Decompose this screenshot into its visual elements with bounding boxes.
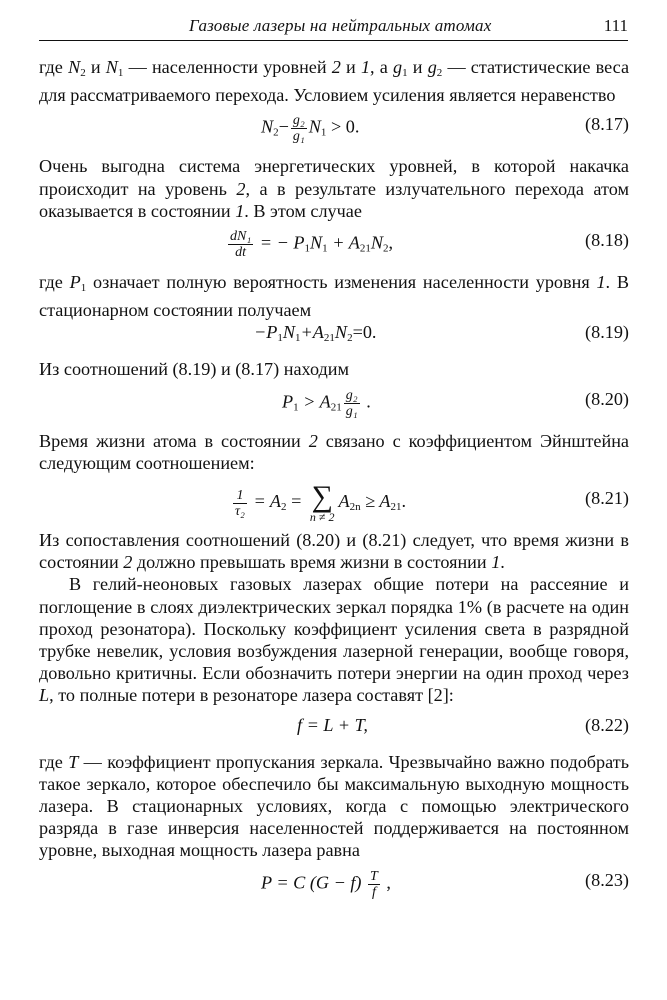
- paragraph-find: Из соотношений (8.19) и (8.17) находим: [39, 359, 350, 380]
- paragraph-probability: где $P_1$ означает полную вероятность изменения населенности уровня 1. В стационарном состоянии получаем: [39, 272, 629, 321]
- paragraph-helium-neon: В гелий-неоновых газовых лазерах общие потери на рассеяние и поглощение в слоях диэлектрических зеркал порядка 1% (в расчете на один проход резонатора). Поскольку коэффициент усиления света в разрядной трубке невелик, условия возбуждения лазерной генерации, вообще говоря, довольно критичны. Если обозначить потери энергии на один проход через L, то полные потери в резонаторе лазера составят [2]:: [39, 574, 629, 706]
- equation-8-18: [39, 229, 629, 259]
- page-number: 111: [603, 16, 628, 35]
- summation-sign: ∑: [311, 480, 333, 514]
- equation-8-21: [39, 481, 629, 529]
- equation-8-21-expression: $\frac{1}{\text{τ₂}}$ = $A_2$ = ∑ n ≠ 2 $A_{2n} \ge A_{21}$.: [235, 480, 407, 525]
- running-header: [39, 16, 628, 41]
- paragraph-lifetime: Время жизни атома в состоянии 2 связано с коэффициентом Эйнштейна следующим соотношением:: [39, 430, 629, 473]
- equation-8-19-number: (8.19): [585, 322, 629, 343]
- equation-8-22-number: (8.22): [585, 714, 629, 735]
- equation-8-22-expression: f = L + T,: [297, 714, 368, 735]
- equation-8-19: [39, 321, 629, 351]
- equation-8-23-number: (8.23): [585, 869, 629, 890]
- equation-8-21-number: (8.21): [585, 488, 629, 509]
- paragraph-mirror: где T — коэффициент пропускания зеркала. Чрезвычайно важно подобрать такое зеркало, которое обеспечило бы максимальную выходную мощность лазера. В стационарных условиях, когда с помощью электрического разряда в газе инверсия населенностей поддерживается на постоянном уровне, выходная мощность лазера равна: [39, 751, 629, 861]
- equation-8-17-number: (8.17): [585, 114, 629, 135]
- equation-8-20: [39, 388, 629, 418]
- equation-8-18-number: (8.18): [585, 230, 629, 251]
- equation-8-19-expression: $-P_1N_1+A_{21}N_2=0$.: [254, 322, 377, 345]
- chapter-title: Газовые лазеры на нейтральных атомах: [189, 16, 492, 35]
- equation-8-18-expression: $\frac{\text{dN₁}}{dt}$ = − $P_1N_1 + A_{21}N_2$,: [230, 229, 393, 261]
- equation-8-22: [39, 714, 629, 744]
- paragraph-populations: где $N_2$ и $N_1$ — населенности уровней 2 и 1, а $g_1$ и $g_2$ — статистические веса для рассматриваемого перехода. Условием усиления является неравенство: [39, 57, 630, 106]
- equation-8-23-expression: P = C (G − f) $\frac{T}{f}$ ,: [261, 868, 391, 900]
- equation-8-20-expression: $P_1 > A_{21}$ $\frac{\text{g₂}}{\text{g₁}}$ .: [282, 387, 371, 419]
- page-body: [39, 56, 629, 899]
- paragraph-comparison: Из сопоставления соотношений (8.20) и (8.21) следует, что время жизни в состоянии 2 должно превышать время жизни в состоянии 1.: [39, 530, 629, 573]
- paragraph-energy-levels: Очень выгодна система энергетических уровней, в которой накачка происходит на уровень 2, а в результате излучательного перехода атом оказывается в состоянии 1. В этом случае: [39, 156, 629, 221]
- equation-8-17: [39, 113, 629, 143]
- equation-8-20-number: (8.20): [585, 388, 629, 409]
- equation-8-17-expression: $N_2-$ $\frac{\text{g₂}}{\text{g₁}}$ $N_1 > 0$.: [261, 113, 360, 145]
- equation-8-23: [39, 869, 629, 899]
